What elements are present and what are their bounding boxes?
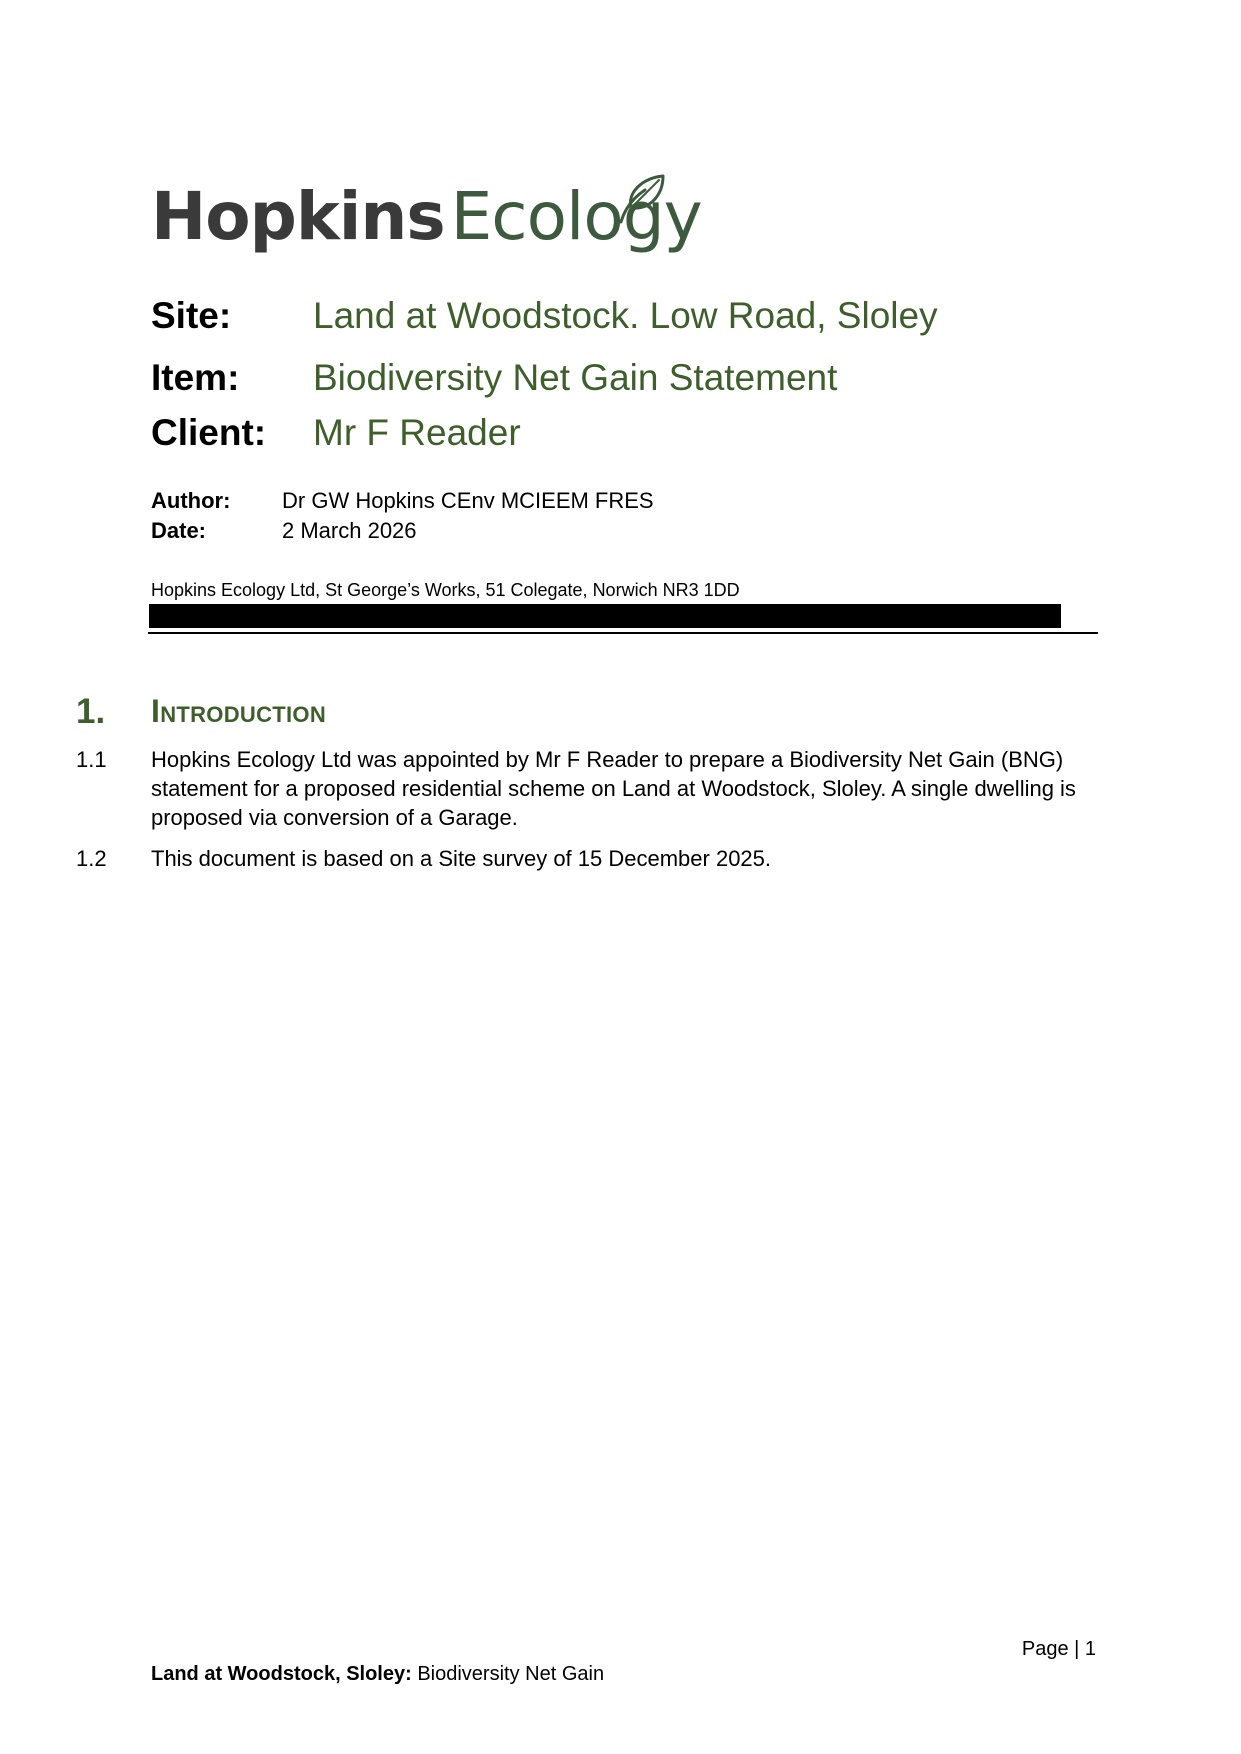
- redaction-bar: [149, 604, 1061, 628]
- client-label: Client:: [151, 412, 267, 453]
- paragraph-text: Hopkins Ecology Ltd was appointed by Mr F Reader to prepare a Biodiversity Net Gain (BNG) statement for a proposed residential scheme on Land at Woodstock, Sloley. A single dwelling is proposed via conversion of a Garage.: [151, 747, 1076, 830]
- section-title: Introduction: [151, 693, 327, 729]
- author-row: [151, 488, 654, 514]
- site-row: [151, 295, 938, 337]
- site-label: Site:: [151, 295, 232, 336]
- footer-title-rest: Biodiversity Net Gain: [411, 1663, 605, 1685]
- item-value: Biodiversity Net Gain Statement: [313, 357, 838, 398]
- author-value: Dr GW Hopkins CEnv MCIEEM FRES: [282, 488, 654, 513]
- item-label: Item:: [151, 357, 240, 398]
- logo-text-ecology: Ecology: [450, 178, 702, 255]
- item-row: [151, 357, 837, 399]
- author-label: Author:: [151, 488, 231, 513]
- company-logo: [151, 178, 702, 268]
- document-footer: [151, 1663, 604, 1686]
- section-number: 1.: [76, 692, 106, 731]
- paragraph-number: 1.2: [76, 846, 107, 871]
- date-row: [151, 518, 417, 544]
- date-value: 2 March 2026: [282, 518, 417, 543]
- client-value: Mr F Reader: [313, 412, 521, 453]
- leaf-icon: [615, 172, 667, 226]
- footer-title-bold: Land at Woodstock, Sloley:: [151, 1663, 412, 1685]
- client-row: [151, 412, 521, 454]
- paragraph-text: This document is based on a Site survey of 15 December 2025.: [151, 846, 772, 871]
- date-label: Date:: [151, 518, 207, 543]
- logo-text-hopkins: Hopkins: [151, 178, 445, 255]
- page-number: Page | 1: [1021, 1638, 1096, 1660]
- site-value: Land at Woodstock. Low Road, Sloley: [313, 295, 938, 336]
- paragraph-number: 1.1: [76, 747, 107, 772]
- company-address: Hopkins Ecology Ltd, St George’s Works, 51 Colegate, Norwich NR3 1DD: [151, 580, 740, 600]
- header-divider: [148, 632, 1098, 634]
